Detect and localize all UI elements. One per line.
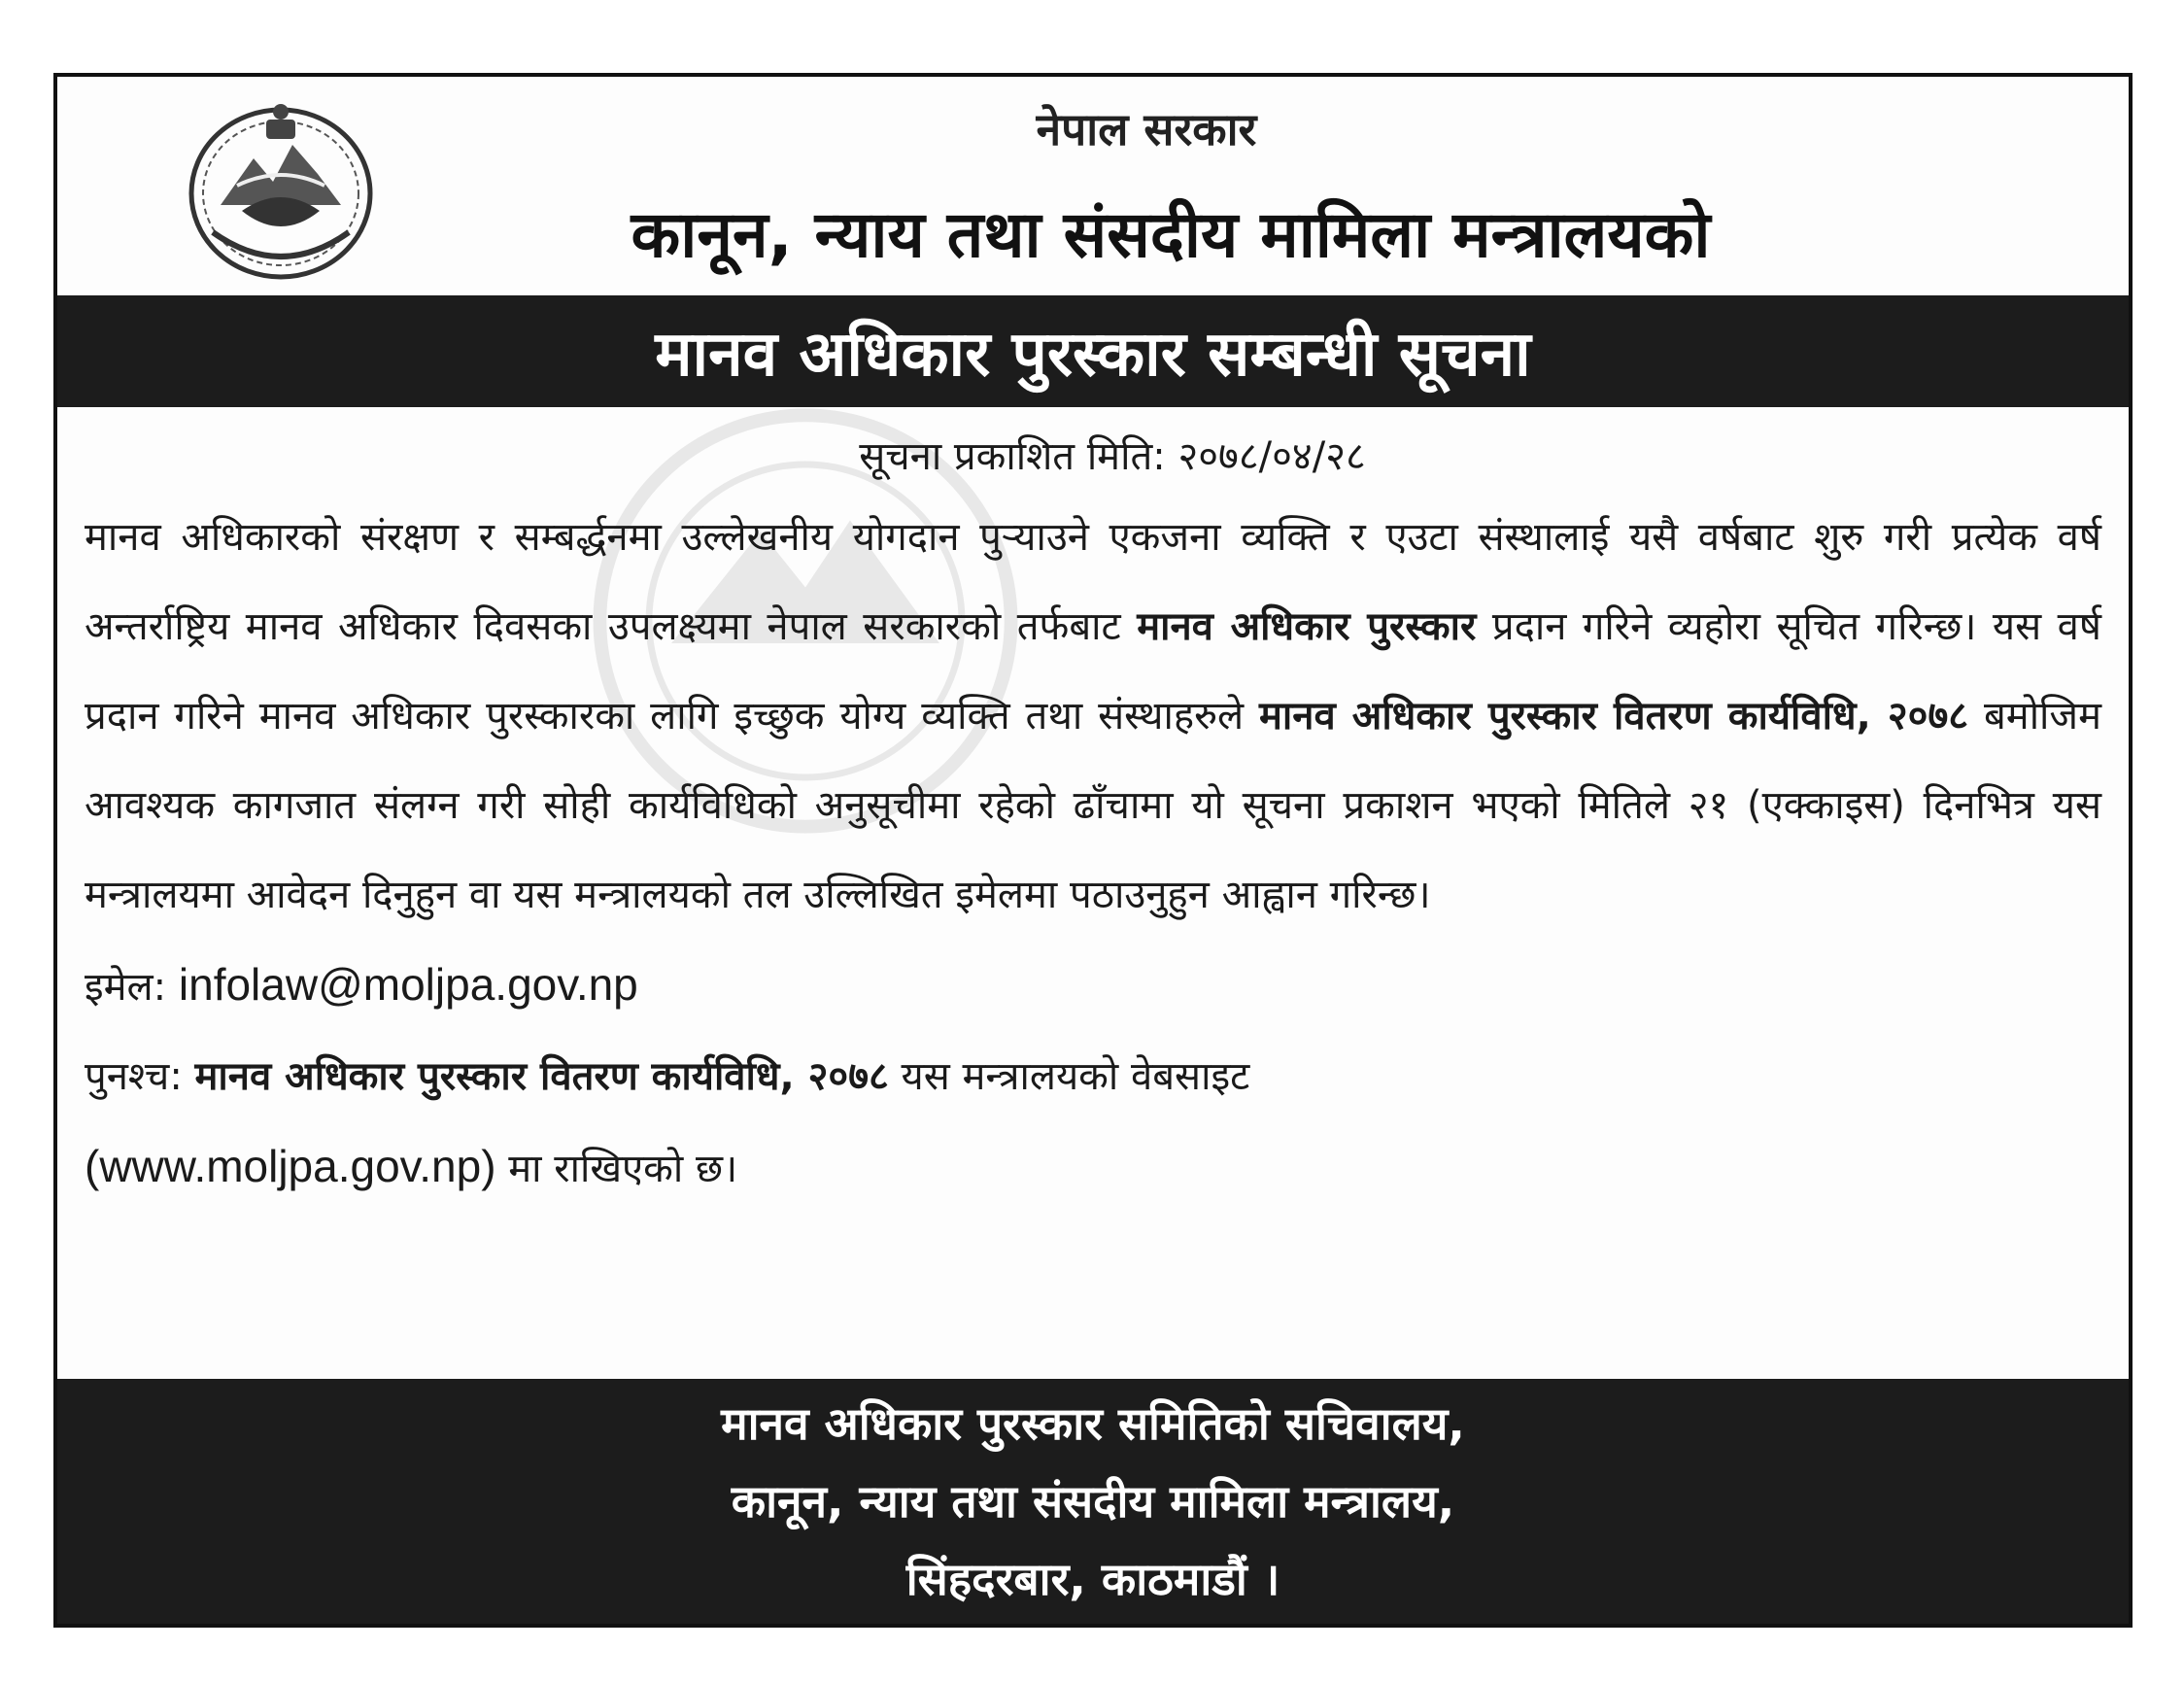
postscript-line xyxy=(85,1032,2101,1214)
notice-paragraph xyxy=(85,493,2101,940)
footer-band xyxy=(57,1379,2129,1624)
footer-line-2: कानून, न्याय तथा संसदीय मामिला मन्त्रालय, xyxy=(731,1475,1455,1528)
notice-body xyxy=(85,425,2101,1214)
paragraph-text-2: प्रदान गरिने व्यहोरा सूचित गरिन्छ। यस वर्ष प्रदान गरिने मानव अधिकार पुरस्कारका लागि इच्छुक योग्य व्यक्ति तथा संस्थाहरुले xyxy=(85,604,2101,738)
government-name: नेपाल सरकार xyxy=(1036,103,1257,155)
paragraph-bold-award: मानव अधिकार पुरस्कार xyxy=(1137,604,1477,649)
published-date-value: २०७८/०४/२८ xyxy=(1177,434,1366,479)
notice-header xyxy=(57,77,2129,295)
footer-line-3: सिंहदरबार, काठमाडौं । xyxy=(905,1553,1280,1605)
ministry-name: कानून, न्याय तथा संसदीय मामिला मन्त्रालयको xyxy=(631,197,1711,272)
paragraph-text-1: मानव अधिकारको संरक्षण र सम्बर्द्धनमा उल्लेखनीय योगदान पुऱ्याउने एकजना व्यक्ति र एउटा संस्थालाई यसै वर्षबाट शुरु गरी प्रत्येक वर्ष अन्तर्राष्ट्रिय मानव अधिकार दिवसका उपलक्ष्यमा नेपाल सरकारको तर्फबाट xyxy=(85,515,2101,649)
paragraph-text-3: बमोजिम आवश्यक कागजात संलग्न गरी सोही कार्यविधिको अनुसूचीमा रहेको ढाँचामा यो सूचना प्रकाशन भएको मितिले २१ (एक्काइस) दिनभित्र यस मन्त्रालयमा आवेदन दिनुहुन वा यस मन्त्रालयको तल उल्लिखित इमेलमा पठाउनुहुन आह्वान गरिन्छ। xyxy=(85,694,2102,917)
postscript-bold: मानव अधिकार पुरस्कार वितरण कार्यविधि, २०७८ xyxy=(194,1054,889,1099)
website-link[interactable]: (www.moljpa.gov.np) xyxy=(85,1141,496,1191)
postscript-label: पुनश्च: xyxy=(85,1054,183,1099)
email-label: इमेल: xyxy=(85,965,167,1010)
paragraph-bold-procedure: मानव अधिकार पुरस्कार वितरण कार्यविधि, २०७८ xyxy=(1259,694,1969,738)
published-date-line xyxy=(85,425,2101,489)
postscript-text: यस मन्त्रालयको वेबसाइट xyxy=(901,1054,1250,1099)
notice-frame xyxy=(53,73,2133,1628)
published-date-label: सूचना प्रकाशित मिति: xyxy=(859,434,1166,479)
footer-line-1: मानव अधिकार पुरस्कार समितिको सचिवालय, xyxy=(721,1397,1465,1450)
notice-title: मानव अधिकार पुरस्कार सम्बन्धी सूचना xyxy=(655,319,1531,391)
email-link[interactable]: infolaw@moljpa.gov.np xyxy=(178,959,638,1010)
postscript-tail: मा राखिएको छ। xyxy=(508,1147,738,1191)
email-line xyxy=(85,940,2101,1032)
notice-title-band xyxy=(57,295,2129,407)
